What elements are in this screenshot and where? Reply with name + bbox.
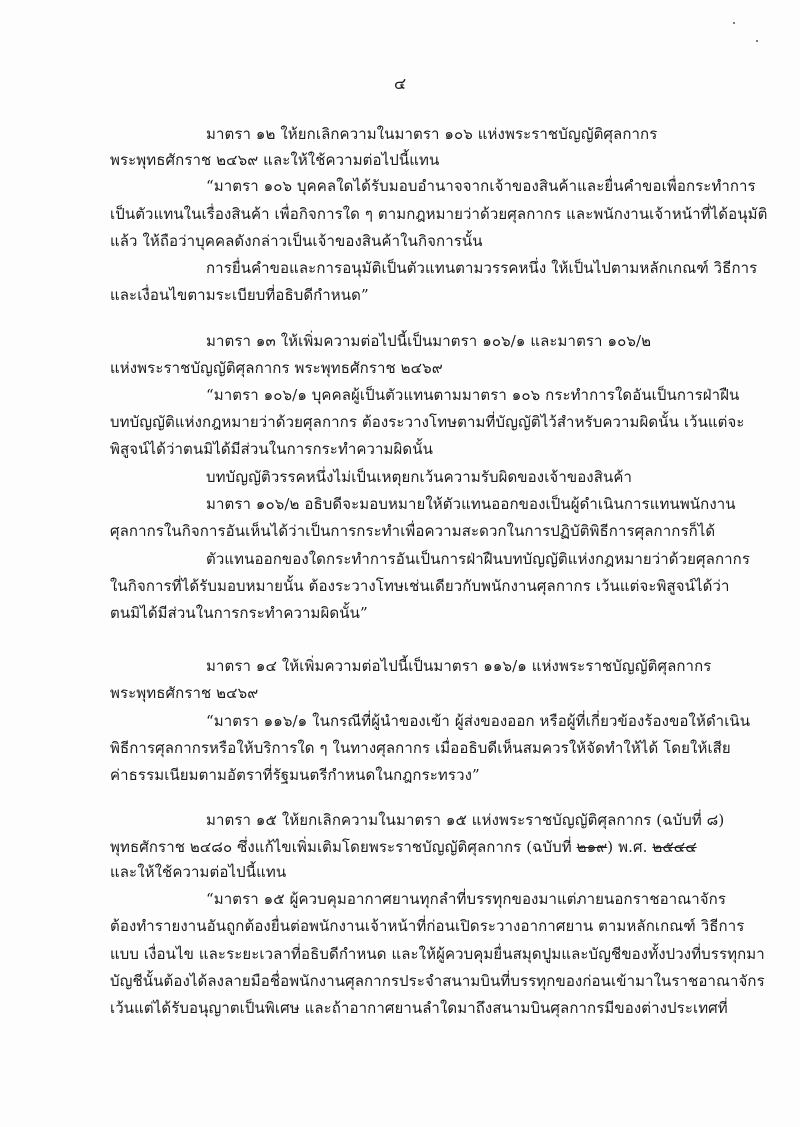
paragraph-line: ตัวแทนออกของใดกระทำการอันเป็นการฝ่าฝืนบทบัญญัติแห่งกฎหมายว่าด้วยศุลกากร [206,550,750,568]
amended-text: พุทธศักราช ๒๔๘๐ ซึ่งแก้ไขเพิ่มเติมโดยพระราชบัญญัติศุลกากร (ฉบับที่ [110,838,577,856]
struck-year: ๒๕๔๔ [652,838,697,856]
paragraph-line: ต้องทำรายงานอันถูกต้องยื่นต่อพนักงานเจ้าหน้าที่ก่อนเปิดระวางอากาศยาน ตามหลักเกณฑ์ วิธีการ [110,917,745,935]
paragraph-line: การยื่นคำขอและการอนุมัติเป็นตัวแทนตามวรรคหนึ่ง ให้เป็นไปตามหลักเกณฑ์ วิธีการ [206,259,758,277]
paragraph-line: พิสูจน์ได้ว่าตนมิได้มีส่วนในการกระทำความผิดนั้น [110,440,433,458]
amended-text: ) พ.ศ. [607,838,653,856]
paragraph-line: และเงื่อนไขตามระเบียบที่อธิบดีกำหนด” [110,286,369,304]
paragraph-line: ค่าธรรมเนียมตามอัตราที่รัฐมนตรีกำหนดในกฎกระทรวง” [110,766,480,784]
paragraph-line: “มาตรา ๑๕ ผู้ควบคุมอากาศยานทุกลำที่บรรทุกของมาแต่ภายนอกราชอาณาจักร [206,890,727,908]
paragraph-line: ตนมิได้มีส่วนในการกระทำความผิดนั้น” [110,604,368,622]
paragraph-line: “มาตรา ๑๑๖/๑ ในกรณีที่ผู้นำของเข้า ผู้ส่งของออก หรือผู้ที่เกี่ยวข้องร้องขอให้ดำเนิน [206,712,751,730]
scan-speck [733,22,735,24]
paragraph-line: มาตรา ๑๐๖/๒ อธิบดีจะมอบหมายให้ตัวแทนออกของเป็นผู้ดำเนินการแทนพนักงาน [206,495,736,513]
paragraph-line: “มาตรา ๑๐๖/๑ บุคคลผู้เป็นตัวแทนตามมาตรา ๑๐๖ กระทำการใดอันเป็นการฝ่าฝืน [206,386,740,404]
page-number: ๔ [393,74,407,93]
paragraph-line: แห่งพระราชบัญญัติศุลกากร พระพุทธศักราช ๒๔๖๙ [110,359,443,377]
paragraph-line: แล้ว ให้ถือว่าบุคคลดังกล่าวเป็นเจ้าของสินค้าในกิจการนั้น [110,232,483,250]
paragraph-line: มาตรา ๑๕ ให้ยกเลิกความในมาตรา ๑๕ แห่งพระราชบัญญัติศุลกากร (ฉบับที่ ๘) [206,811,725,829]
paragraph-line: “มาตรา ๑๐๖ บุคคลใดได้รับมอบอำนาจจากเจ้าของสินค้าและยื่นคำขอเพื่อกระทำการ [206,177,756,195]
paragraph-line: เป็นตัวแทนในเรื่องสินค้า เพื่อกิจการใด ๆ ตามกฎหมายว่าด้วยศุลกากร และพนักงานเจ้าหน้าที่ได้อนุมัติ [110,205,768,223]
scan-speck [756,40,758,42]
paragraph-line: บทบัญญัติวรรคหนึ่งไม่เป็นเหตุยกเว้นความรับผิดของเจ้าของสินค้า [206,468,632,486]
paragraph-line: พิธีการศุลกากรหรือให้บริการใด ๆ ในทางศุลกากร เมื่ออธิบดีเห็นสมควรให้จัดทำให้ได้ โดยให้เสีย [110,739,731,757]
paragraph-line: มาตรา ๑๔ ให้เพิ่มความต่อไปนี้เป็นมาตรา ๑๑๖/๑ แห่งพระราชบัญญัติศุลกากร [206,657,712,675]
paragraph-line: ในกิจการที่ได้รับมอบหมายนั้น ต้องระวางโทษเช่นเดียวกับพนักงานศุลกากร เว้นแต่จะพิสูจน์ได้ว่า [110,577,730,595]
paragraph-line: พระพุทธศักราช ๒๔๖๙ และให้ใช้ความต่อไปนี้แทน [110,151,440,169]
paragraph-line: แบบ เงื่อนไข และระยะเวลาที่อธิบดีกำหนด และให้ผู้ควบคุมยื่นสมุดปูมและบัญชีของทั้งปวงที่บรรทุกมา [110,945,765,963]
paragraph-line: บัญชีนั้นต้องได้ลงลายมือชื่อพนักงานศุลกากรประจำสนามบินที่บรรทุกของก่อนเข้ามาในราชอาณาจักร [110,972,765,990]
paragraph-line: มาตรา ๑๒ ให้ยกเลิกความในมาตรา ๑๐๖ แห่งพระราชบัญญัติศุลกากร [206,125,658,143]
struck-number: ๒๑๙ [576,838,608,856]
paragraph-line: บทบัญญัติแห่งกฎหมายว่าด้วยศุลกากร ต้องระวางโทษตามที่บัญญัติไว้สำหรับความผิดนั้น เว้นแต่จะ [110,413,745,431]
paragraph-line: มาตรา ๑๓ ให้เพิ่มความต่อไปนี้เป็นมาตรา ๑๐๖/๑ และมาตรา ๑๐๖/๒ [206,332,652,350]
paragraph-line: เว้นแต่ได้รับอนุญาตเป็นพิเศษ และถ้าอากาศยานลำใดมาถึงสนามบินศุลกากรมีของต่างประเทศที่ [110,999,728,1017]
paragraph-line: ศุลกากรในกิจการอันเห็นได้ว่าเป็นการกระทำเพื่อความสะดวกในการปฏิบัติพิธีการศุลกากรก็ได้ [110,522,716,540]
paragraph-line: และให้ใช้ความต่อไปนี้แทน [110,863,287,881]
paragraph-line-amended [110,837,697,857]
paragraph-line: พระพุทธศักราช ๒๔๖๙ [110,684,259,702]
